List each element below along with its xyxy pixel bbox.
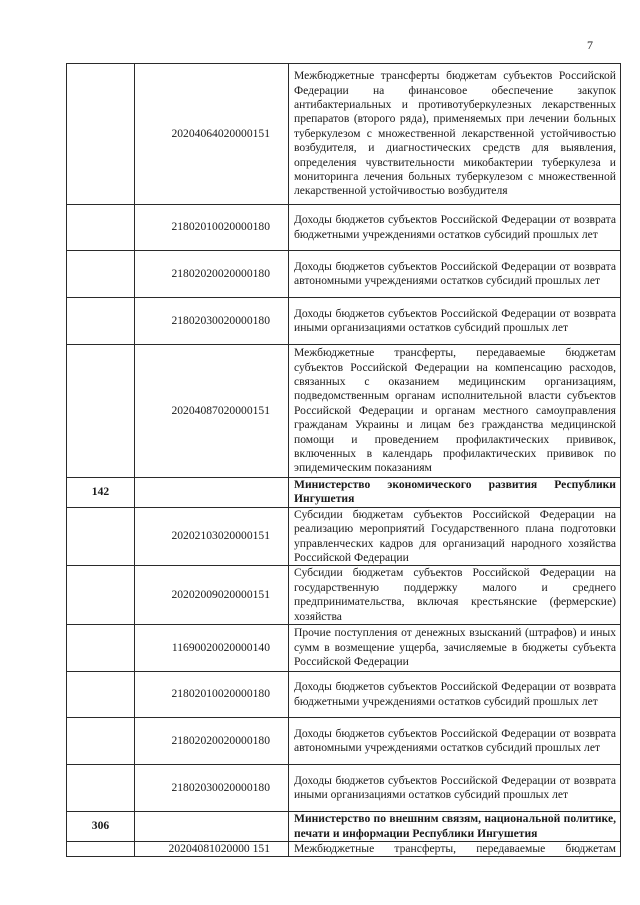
- revenue-name-cell: Субсидии бюджетам субъектов Российской Федерации на государственную поддержку малого и среднего предпринимательства, включая крестьянские (фермерские) хозяйства: [289, 566, 621, 625]
- ministry-header-row: [67, 812, 621, 842]
- revenue-code-cell: [135, 478, 289, 508]
- revenue-code-cell: 20204064020000151: [135, 64, 289, 205]
- revenue-name-cell: Доходы бюджетов субъектов Российской Федерации от возврата бюджетными учреждениями остатков субсидий прошлых лет: [289, 205, 621, 251]
- table-row: [67, 672, 621, 718]
- table-row: [67, 842, 621, 857]
- revenue-name-cell: Министерство по внешним связям, национальной политике, печати и информации Республики Ингушетия: [289, 812, 621, 842]
- admin-code-cell: 306: [67, 812, 135, 842]
- revenue-code-cell: 20204087020000151: [135, 345, 289, 478]
- admin-code-cell: [67, 718, 135, 765]
- ministry-header-row: [67, 478, 621, 508]
- revenue-name-cell: Доходы бюджетов субъектов Российской Федерации от возврата иными организациями остатков субсидий прошлых лет: [289, 765, 621, 812]
- admin-code-cell: [67, 298, 135, 345]
- revenue-code-cell: 20202103020000151: [135, 507, 289, 566]
- admin-code-cell: [67, 625, 135, 672]
- revenue-name-cell: Межбюджетные трансферты, передаваемые бюджетам: [289, 842, 621, 857]
- table-row: [67, 507, 621, 566]
- admin-code-cell: [67, 842, 135, 857]
- admin-code-cell: [67, 765, 135, 812]
- revenue-name-cell: Доходы бюджетов субъектов Российской Федерации от возврата бюджетными учреждениями остатков субсидий прошлых лет: [289, 672, 621, 718]
- admin-code-cell: [67, 251, 135, 298]
- revenue-name-cell: Прочие поступления от денежных взысканий (штрафов) и иных сумм в возмещение ущерба, зачисляемые в бюджеты субъекта Российской Федерации: [289, 625, 621, 672]
- page-number: 7: [587, 38, 593, 52]
- table-row: [67, 205, 621, 251]
- admin-code-cell: [67, 205, 135, 251]
- table-row: [67, 345, 621, 478]
- admin-code-cell: [67, 566, 135, 625]
- revenue-name-cell: Межбюджетные трансферты бюджетам субъектов Российской Федерации на финансовое обеспечение закупок антибактериальных и противотуберкулезных лекарственных препаратов (второго ряда), применяемых при лечении больных туберкулезом с множественной лекарственной устойчивостью возбудителя, и диагностических средств для выявления, определения чувствительности микобактерии туберкулеза и мониторинга лечения больных туберкулезом с множественной лекарственной устойчивостью возбудителя: [289, 64, 621, 205]
- admin-code-cell: 142: [67, 478, 135, 508]
- revenue-code-cell: 21802030020000180: [135, 298, 289, 345]
- revenue-classification-table: [66, 63, 621, 857]
- table-row: [67, 625, 621, 672]
- revenue-code-cell: [135, 812, 289, 842]
- revenue-code-cell: 20204081020000 151: [135, 842, 289, 857]
- revenue-code-cell: 21802020020000180: [135, 718, 289, 765]
- revenue-code-cell: 21802010020000180: [135, 672, 289, 718]
- revenue-name-cell: Министерство экономического развития Республики Ингушетия: [289, 478, 621, 508]
- revenue-name-cell: Доходы бюджетов субъектов Российской Федерации от возврата автономными учреждениями остатков субсидий прошлых лет: [289, 251, 621, 298]
- revenue-code-cell: 20202009020000151: [135, 566, 289, 625]
- revenue-code-cell: 21802010020000180: [135, 205, 289, 251]
- table-row: [67, 251, 621, 298]
- revenue-code-cell: 11690020020000140: [135, 625, 289, 672]
- table-row: [67, 64, 621, 205]
- table-row: [67, 298, 621, 345]
- admin-code-cell: [67, 672, 135, 718]
- table-row: [67, 718, 621, 765]
- table-row: [67, 566, 621, 625]
- admin-code-cell: [67, 345, 135, 478]
- revenue-code-cell: 21802030020000180: [135, 765, 289, 812]
- admin-code-cell: [67, 507, 135, 566]
- revenue-name-cell: Доходы бюджетов субъектов Российской Федерации от возврата автономными учреждениями остатков субсидий прошлых лет: [289, 718, 621, 765]
- admin-code-cell: [67, 64, 135, 205]
- revenue-name-cell: Субсидии бюджетам субъектов Российской Федерации на реализацию мероприятий Государственного плана подготовки управленческих кадров для организаций народного хозяйства Российской Федерации: [289, 507, 621, 566]
- revenue-code-cell: 21802020020000180: [135, 251, 289, 298]
- revenue-name-cell: Доходы бюджетов субъектов Российской Федерации от возврата иными организациями остатков субсидий прошлых лет: [289, 298, 621, 345]
- table-body: [67, 64, 621, 857]
- revenue-name-cell: Межбюджетные трансферты, передаваемые бюджетам субъектов Российской Федерации на компенсацию расходов, связанных с оказанием медицинским организациям, подведомственным органам исполнительной власти субъектов Российской Федерации и органам местного самоуправления гражданам Украины и лицам без гражданства медицинской помощи и проведением профилактических прививок, включенных в календарь профилактических прививок по эпидемическим показаниям: [289, 345, 621, 478]
- table-row: [67, 765, 621, 812]
